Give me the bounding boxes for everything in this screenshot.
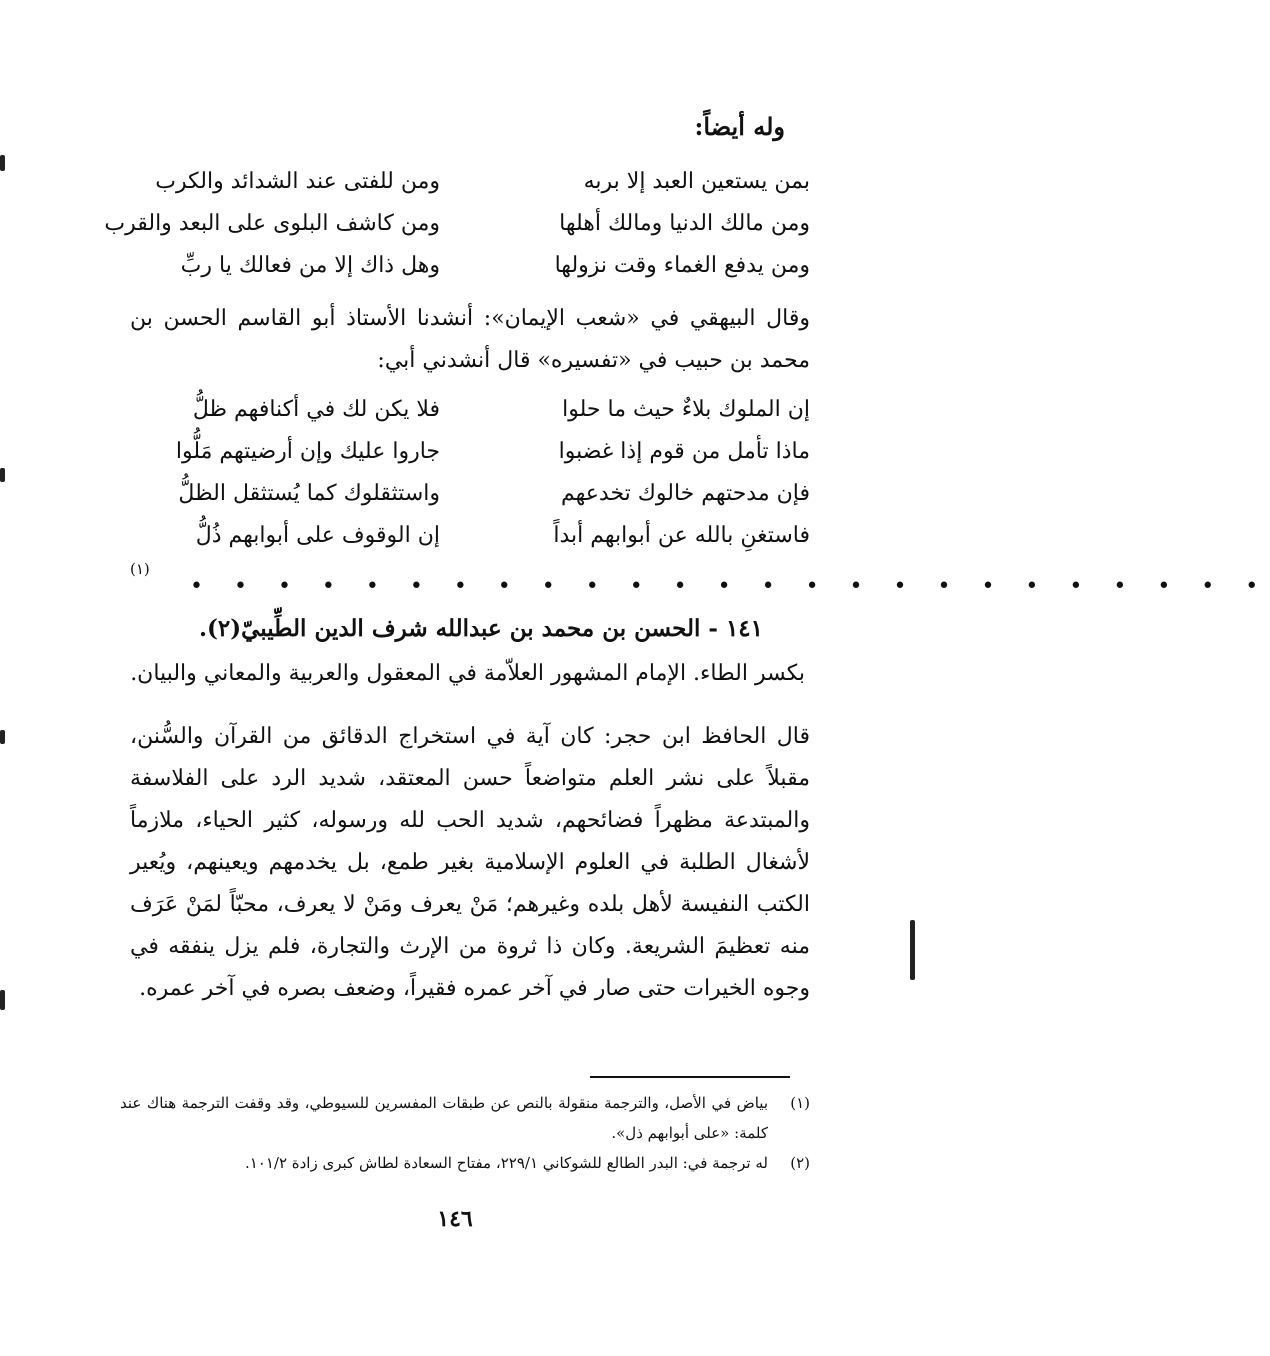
poem-verse [110, 160, 810, 202]
footnote-text: بياض في الأصل، والترجمة منقولة بالنص عن طبقات المفسرين للسيوطي، وقد وقفت الترجمة هناك عند كلمة: «على أبوابهم ذل». [120, 1094, 768, 1142]
entry-body: قال الحافظ ابن حجر: كان آية في استخراج الدقائق من القرآن والسُّنن، مقبلاً على نشر العلم متواضعاً حسن المعتقد، شديد الرد على الفلاسفة والمبتدعة مظهراً فضائحهم، شديد الحب لله ورسوله، كثير الحياء، ملازماً لأشغال الطلبة في العلوم الإسلامية بغير طمع، بل يخدمهم ويعينهم، ويُعير الكتب النفيسة لأهل بلده وغيرهم؛ مَنْ يعرف ومَنْ لا يعرف، محبّاً لمَنْ عَرَف منه تعظيمَ الشريعة. وكان ذا ثروة من الإرث والتجارة، فلم يزل ينفقه في وجوه الخيرات حتى صار في آخر عمره فقيراً، وضعف بصره في آخر عمره. [130, 724, 810, 1001]
poem-verse [110, 514, 810, 556]
section-heading: وله أيضاً: [694, 112, 785, 141]
verse-second-half: فلا يكن لك في أكنافهم ظلُّ [192, 396, 440, 422]
verse-second-half: إن الوقوف على أبوابهم ذُلُّ [195, 522, 440, 548]
verse-second-half: واستثقلوك كما يُستثقل الظلُّ [178, 480, 440, 506]
poem-verse [110, 388, 810, 430]
verse-first-half: فاستغنِ بالله عن أبوابهم أبداً [553, 522, 810, 548]
footnote-number: (٢) [790, 1154, 810, 1172]
footnote [120, 1088, 810, 1148]
scan-edge-mark [0, 155, 5, 171]
footnote [120, 1148, 810, 1178]
verse-first-half: إن الملوك بلاءٌ حيث ما حلوا [562, 396, 810, 422]
footnotes [120, 1088, 810, 1178]
footnote-text: له ترجمة في: البدر الطالع للشوكاني ٢٢٩/١، مفتاح السعادة لطاش كبرى زادة ١٠١/٢. [244, 1154, 768, 1172]
scan-edge-mark [0, 990, 5, 1010]
verse-first-half: فإن مدحتهم خالوك تخدعهم [561, 480, 810, 506]
verse-second-half: ومن كاشف البلوى على البعد والقرب [104, 210, 440, 236]
poem-two [110, 388, 810, 556]
scan-edge-mark [0, 730, 5, 744]
footnote-number: (١) [790, 1094, 810, 1112]
poem-verse [104, 202, 810, 244]
poem-verse [110, 244, 810, 286]
scan-edge-mark [910, 920, 915, 980]
footnote-rule [590, 1076, 790, 1078]
intro-paragraph: وقال البيهقي في «شعب الإيمان»: أنشدنا الأستاذ أبو القاسم الحسن بن محمد بن حبيب في «تفسيره» قال أنشدني أبي: [130, 306, 810, 373]
footnote-reference: (١) [130, 560, 150, 578]
verse-first-half: ومن مالك الدنيا ومالك أهلها [559, 210, 810, 236]
dotted-separator: • • • • • • • • • • • • • • • • • • • • • • • • • [190, 574, 1270, 599]
poem-one [104, 160, 810, 286]
verse-second-half: جاروا عليك وإن أرضيتهم مَلُّوا [175, 438, 440, 464]
poem-verse [110, 472, 810, 514]
scan-edge-mark [0, 468, 5, 482]
verse-second-half: وهل ذاك إلا من فعالك يا ربِّ [180, 252, 440, 278]
verse-first-half: ومن يدفع الغماء وقت نزولها [554, 252, 810, 278]
entry-title: ١٤١ - الحسن بن محمد بن عبدالله شرف الدين الطِّيبيّ(٢). [198, 615, 763, 642]
poem-verse [110, 430, 810, 472]
verse-first-half: بمن يستعين العبد إلا بربه [583, 168, 810, 194]
page-number: ١٤٦ [437, 1206, 473, 1232]
entry-subtitle: بكسر الطاء. الإمام المشهور العلاّمة في المعقول والعربية والمعاني والبيان. [130, 661, 805, 686]
verse-second-half: ومن للفتى عند الشدائد والكرب [155, 168, 440, 194]
verse-first-half: ماذا تأمل من قوم إذا غضبوا [558, 438, 810, 464]
